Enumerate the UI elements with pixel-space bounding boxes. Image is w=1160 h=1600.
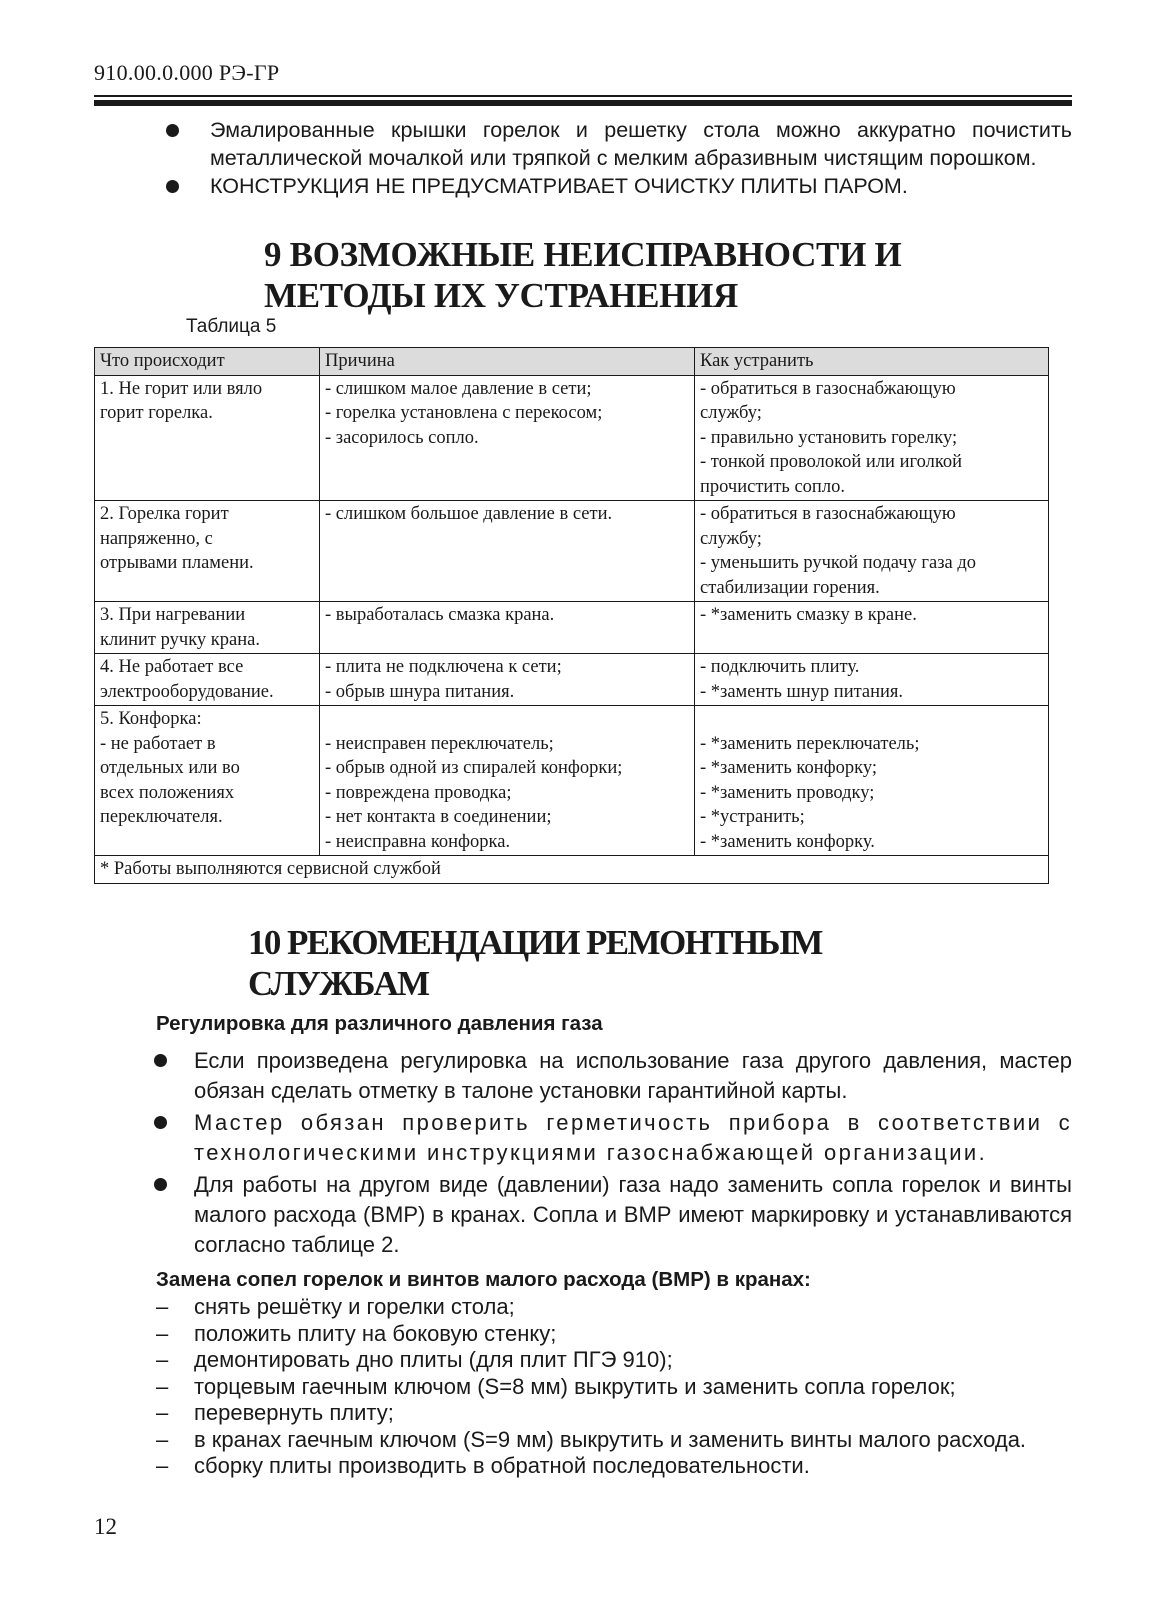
bullet-icon — [154, 1054, 167, 1067]
replacement-steps-list — [94, 1294, 1072, 1480]
page-number: 12 — [94, 1514, 117, 1539]
table-footnote-row — [95, 856, 1049, 884]
cell-line: - засорилось сопло. — [325, 427, 479, 448]
list-item — [94, 116, 1072, 172]
title-line: 10 РЕКОМЕНДАЦИИ РЕМОНТНЫМ — [248, 923, 822, 962]
bullet-text: КОНСТРУКЦИЯ НЕ ПРЕДУСМАТРИВАЕТ ОЧИСТКУ ПЛИТЫ ПАРОМ. — [210, 174, 908, 198]
cause-cell — [320, 706, 695, 856]
cell-spacer — [325, 707, 689, 732]
cell-line: - *заменить смазку в кране. — [700, 605, 917, 625]
what-happens-cell — [95, 706, 320, 856]
table-row — [95, 375, 1049, 501]
title-line: МЕТОДЫ ИХ УСТРАНЕНИЯ — [264, 276, 738, 315]
cell-line: - обратиться в газоснабжающую — [700, 378, 956, 399]
list-item — [94, 1046, 1072, 1106]
cell-line: электрооборудование. — [100, 681, 274, 702]
column-header: Причина — [320, 348, 695, 376]
cell-line: 4. Не работает все — [100, 657, 244, 677]
bullet-icon — [154, 1116, 167, 1129]
cell-line: службу; — [700, 528, 762, 549]
list-item — [94, 1347, 1072, 1374]
remedy-cell — [695, 501, 1049, 602]
cleaning-bullet-list — [94, 116, 1072, 200]
list-item — [94, 1427, 1072, 1454]
cell-line: - выработалась смазка крана. — [325, 605, 555, 625]
cell-line: - неисправен переключатель; — [325, 733, 554, 754]
cell-line: - обрыв шнура питания. — [325, 681, 515, 702]
cell-line: - слишком малое давление в сети; — [325, 378, 592, 399]
title-line: 9 ВОЗМОЖНЫЕ НЕИСПРАВНОСТИ И — [264, 235, 902, 274]
dash-marker: – — [156, 1294, 169, 1319]
cell-line: 3. При нагревании — [100, 605, 246, 625]
dash-marker: – — [156, 1347, 169, 1372]
dash-marker: – — [156, 1400, 169, 1425]
troubleshooting-table — [94, 347, 1049, 884]
title-line: СЛУЖБАМ — [248, 964, 429, 1003]
bullet-text: Если произведена регулировка на использование газа другого давления, мастер обязан сделать отметку в талоне установки гарантийной карты. — [194, 1048, 1072, 1103]
table-body — [95, 375, 1049, 856]
list-item — [94, 1108, 1072, 1168]
list-item — [94, 1170, 1072, 1260]
table-row — [95, 706, 1049, 856]
table-header-row — [95, 348, 1049, 376]
list-item — [94, 1321, 1072, 1348]
cell-line: - неисправна конфорка. — [325, 831, 511, 852]
dash-marker: – — [156, 1453, 169, 1478]
step-text: демонтировать дно плиты (для плит ПГЭ 910); — [194, 1347, 673, 1372]
bullet-text: Эмалированные крышки горелок и решетку стола можно аккуратно почистить металлической мочалкой или тряпкой с мелким абразивным чистящим порошком. — [210, 118, 1072, 170]
remedy-cell — [695, 654, 1049, 706]
document-code: 910.00.0.000 РЭ-ГР — [94, 60, 280, 85]
remedy-cell — [695, 602, 1049, 654]
cell-line: 1. Не горит или вяло — [100, 378, 263, 399]
cell-spacer — [700, 707, 1043, 732]
cell-line: - обратиться в газоснабжающую — [700, 504, 956, 524]
cell-line: - плита не подключена к сети; — [325, 657, 562, 677]
table-footnote: * Работы выполняются сервисной службой — [95, 856, 1049, 884]
what-happens-cell — [95, 654, 320, 706]
table-row — [95, 501, 1049, 602]
list-item — [94, 172, 1072, 200]
cell-line: горит горелка. — [100, 403, 213, 423]
remedy-cell — [695, 375, 1049, 501]
list-item — [94, 1453, 1072, 1480]
column-header: Что происходит — [95, 348, 320, 376]
cell-line: прочистить сопло. — [700, 476, 845, 497]
remedy-cell — [695, 706, 1049, 856]
bullet-text: Мастер обязан проверить герметичость прибора в соответствии с технологическими инструкциями газоснабжающей организации. — [194, 1110, 1072, 1165]
subheading-nozzle-replacement: Замена сопел горелок и винтов малого расхода (ВМР) в кранах: — [156, 1268, 811, 1291]
cell-line: всех положениях — [100, 782, 235, 803]
cell-line: службу; — [700, 403, 762, 423]
list-item — [94, 1400, 1072, 1427]
table-row — [95, 654, 1049, 706]
cause-cell — [320, 602, 695, 654]
column-header: Как устранить — [695, 348, 1049, 376]
header-rule-thin — [94, 95, 1072, 97]
cell-line: отрывами пламени. — [100, 553, 254, 573]
cell-line: - подключить плиту. — [700, 657, 860, 677]
cell-line: клинит ручку крана. — [100, 629, 260, 650]
cell-line: - слишком большое давление в сети. — [325, 504, 613, 524]
cell-line: - *заменить переключатель; — [700, 733, 920, 754]
bullet-text: Для работы на другом виде (давлении) газа надо заменить сопла горелок и винты малого расхода (ВМР) в кранах. Сопла и ВМР имеют маркировку и устанавливаются согласно таблице 2. — [194, 1172, 1072, 1257]
cell-line: - *устранить; — [700, 807, 805, 827]
subheading-gas-pressure: Регулировка для различного давления газа — [156, 1012, 603, 1035]
cell-line: - правильно установить горелку; — [700, 427, 958, 448]
what-happens-cell — [95, 375, 320, 501]
cell-line: - повреждена проводка; — [325, 782, 512, 803]
step-text: торцевым гаечным ключом (S=8 мм) выкрутить и заменить сопла горелок; — [194, 1373, 956, 1399]
header-rule-thick — [94, 100, 1072, 106]
step-text: в кранах гаечным ключом (S=9 мм) выкрутить и заменить винты малого расхода. — [194, 1426, 1027, 1452]
cell-line: - тонкой проволокой или иголкой — [700, 452, 963, 472]
bullet-icon — [154, 1178, 167, 1191]
cell-line: переключателя. — [100, 807, 223, 827]
cell-line: - *заменть шнур питания. — [700, 681, 904, 702]
cell-line: отдельных или во — [100, 758, 240, 778]
cause-cell — [320, 375, 695, 501]
cell-line: - обрыв одной из спиралей конфорки; — [325, 758, 623, 778]
section-9-title — [264, 234, 901, 316]
cell-line: - *заменить конфорку. — [700, 831, 875, 852]
cell-line: - нет контакта в соединении; — [325, 807, 552, 827]
cause-cell — [320, 654, 695, 706]
what-happens-cell — [95, 602, 320, 654]
list-item — [94, 1374, 1072, 1401]
table-row — [95, 602, 1049, 654]
section-10-title — [248, 922, 822, 1004]
cell-line: - не работает в — [100, 733, 216, 754]
table-caption: Таблица 5 — [186, 316, 277, 337]
cause-cell — [320, 501, 695, 602]
cell-line: - горелка установлена с перекосом; — [325, 403, 603, 423]
bullet-icon — [166, 180, 179, 193]
repair-bullet-list — [94, 1046, 1072, 1262]
step-text: снять решётку и горелки стола; — [194, 1294, 515, 1319]
bullet-icon — [166, 124, 179, 137]
cell-line: 2. Горелка горит — [100, 504, 229, 524]
step-text: сборку плиты производить в обратной последовательности. — [194, 1453, 810, 1478]
step-text: перевернуть плиту; — [194, 1400, 394, 1425]
cell-line: - *заменить конфорку; — [700, 758, 877, 778]
cell-line: - уменьшить ручкой подачу газа до — [700, 553, 977, 573]
step-text: положить плиту на боковую стенку; — [194, 1320, 557, 1346]
cell-line: 5. Конфорка: — [100, 709, 202, 729]
cell-line: стабилизации горения. — [700, 577, 880, 598]
dash-marker: – — [156, 1320, 169, 1346]
list-item — [94, 1294, 1072, 1321]
dash-marker: – — [156, 1373, 169, 1399]
what-happens-cell — [95, 501, 320, 602]
cell-line: напряженно, с — [100, 528, 213, 549]
cell-line: - *заменить проводку; — [700, 782, 875, 803]
dash-marker: – — [156, 1426, 169, 1452]
